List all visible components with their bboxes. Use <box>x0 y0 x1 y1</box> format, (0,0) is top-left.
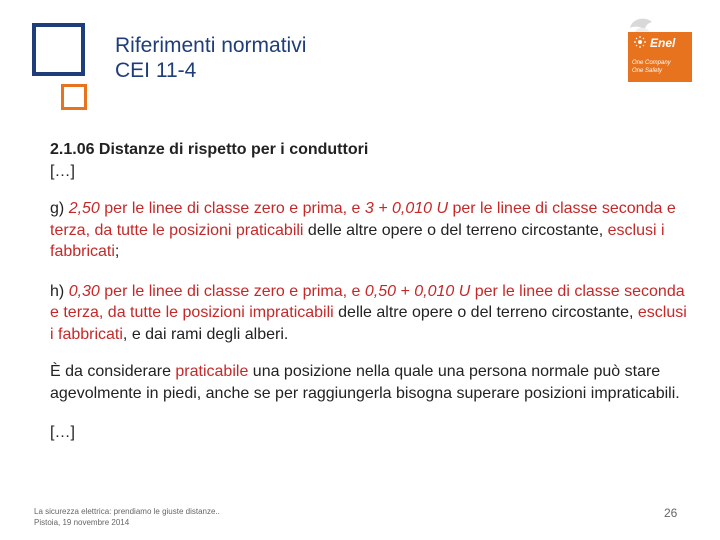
para-h-text-1: per le linee di classe zero e prima, e <box>99 282 365 300</box>
logo-tagline-2: One Safety <box>632 68 663 74</box>
decorative-orange-square <box>61 84 87 110</box>
paragraph-g <box>50 198 690 263</box>
page-number: 26 <box>664 506 678 520</box>
para-g-value-2: 3 + 0,010 U <box>364 200 449 217</box>
para-g-text-1: per le linee di classe zero e prima, e <box>99 200 365 217</box>
footer <box>34 506 220 528</box>
footer-line-1: La sicurezza elettrica: prendiamo le giuste distanze.. <box>34 507 220 516</box>
title-line-2: CEI 11-4 <box>115 59 197 82</box>
paragraph-h <box>50 281 690 346</box>
paragraph-definition <box>50 361 690 404</box>
section-heading: 2.1.06 Distanze di rispetto per i conduttori <box>50 141 369 158</box>
logo-brand: Enel <box>650 36 676 50</box>
para-g-text-3: delle altre opere o del terreno circostante, <box>303 221 608 239</box>
para-g-text-2: per le linee di classe seconda e terza, da tutte le posizioni <box>50 200 676 239</box>
title-line-1: Riferimenti normativi <box>115 34 307 57</box>
footer-line-2: Pistoia, 19 novembre 2014 <box>34 518 130 527</box>
enel-logo <box>618 14 700 86</box>
para-h-keyword-2: esclusi i fabbricati <box>50 304 687 343</box>
page-title <box>115 33 306 83</box>
para-h-value-1: 0,30 <box>68 282 100 300</box>
para-g-keyword-2: esclusi i fabbricati <box>50 221 665 260</box>
ellipsis-bottom: […] <box>50 424 75 441</box>
para-h-text-4: , e dai rami degli alberi. <box>122 325 289 343</box>
main-content <box>50 139 690 444</box>
def-text-1: È da considerare <box>50 363 176 380</box>
para-g-text-4: ; <box>114 243 120 260</box>
def-text-2: una posizione nella quale una persona normale può stare agevolmente in piedi, anche se per raggiungerla bisogna superare posizioni impraticabili. <box>50 363 680 402</box>
para-g-value-1: 2,50 <box>68 200 100 217</box>
para-h-text-3: delle altre opere o del terreno circostante, <box>333 304 638 321</box>
para-h-label: h) <box>50 282 65 300</box>
para-h-value-2: 0,50 + 0,010 U <box>364 282 471 300</box>
para-h-keyword-1: impraticabili <box>249 304 334 321</box>
para-g-keyword-1: praticabili <box>235 221 304 239</box>
def-keyword: praticabile <box>175 363 249 380</box>
para-g-label: g) <box>50 200 65 217</box>
para-h-text-2: per le linee di classe seconda e terza, da tutte le posizioni <box>50 282 685 321</box>
decorative-blue-square <box>32 23 85 76</box>
logo-tagline-1: One Company <box>632 60 671 66</box>
ellipsis-top: […] <box>50 162 75 180</box>
